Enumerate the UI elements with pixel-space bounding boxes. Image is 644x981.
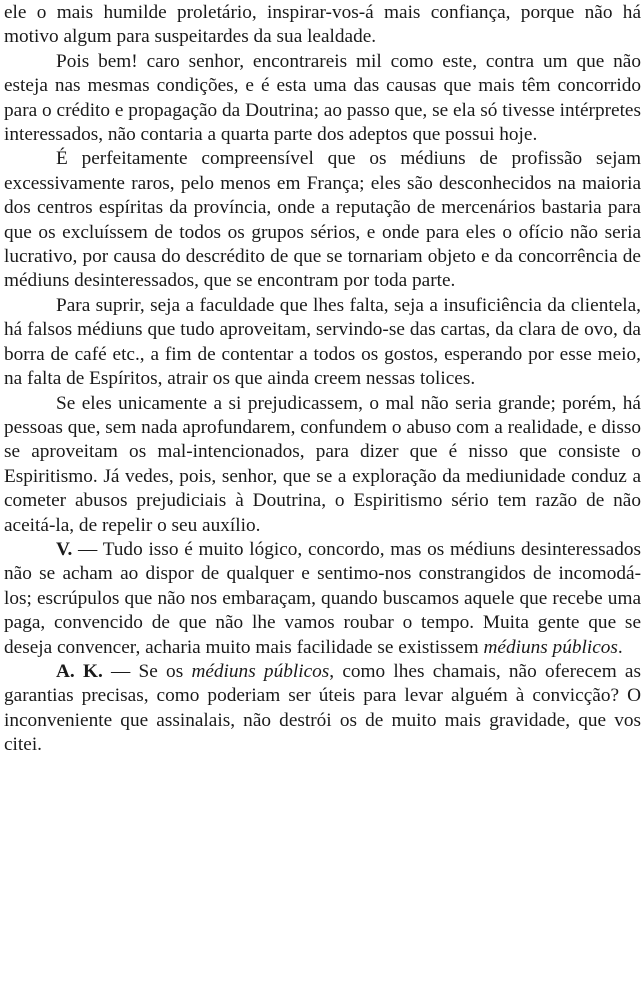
dialogue-text: Se os (138, 660, 192, 682)
dialogue-text-end: . (617, 636, 623, 658)
speaker-label: A. K. (56, 660, 103, 682)
emphasis-text: médiuns públicos (483, 636, 618, 658)
dialogue-dash: — (72, 538, 103, 560)
paragraph-4: Para suprir, seja a faculdade que lhes falta, seja a insuficiência da clientela, há falsos médiuns que tudo aproveitam, servindo-se das cartas, da clara de ovo, da borra de café etc., a fim de contentar a todos os gostos, esperando por esse meio, na falta de Espíritos, atrair os que ainda creem nessas tolices. (4, 294, 641, 390)
dialogue-text-end: , como lhes chamais, não oferecem as garantias precisas, como poderiam ser úteis para levar alguém à convicção? O inconveniente que assinalais, não destrói os de muito mais gravidade, que vos citei. (4, 660, 641, 756)
paragraph-2: Pois bem! caro senhor, encontrareis mil como este, contra um que não esteja nas mesmas condições, e é esta uma das causas que mais têm concorrido para o crédito e propagação da Doutrina; ao passo que, se ela só tivesse intérpretes interessados, não contaria a quarta parte dos adeptos que possui hoje. (4, 50, 641, 146)
emphasis-text: médiuns públicos (191, 660, 330, 682)
paragraph-7-dialogue (4, 660, 641, 758)
paragraph-3: É perfeitamente compreensível que os médiuns de profissão sejam excessivamente raros, pelo menos em França; eles são desconhecidos na maioria dos centros espíritas da província, onde a reputação de mercenários bastaria para que os excluíssem de todos os grupos sérios, e onde para eles o ofício não seria lucrativo, por causa do descrédito de que se tornariam objeto e da concorrência de médiuns desinteressados, que se encontram por toda parte. (4, 148, 641, 292)
speaker-label: V. (56, 538, 73, 560)
dialogue-text: Tudo isso é muito lógico, concordo, mas os médiuns desinteressados não se acham ao dispor de qualquer e sentimo-nos constrangidos de incomodá-los; escrúpulos que não nos embaraçam, quando buscamos aquele que recebe uma paga, convencido de que não lhe vamos roubar o tempo. Muita gente que se deseja convencer, acharia muito mais facilidade se existissem (4, 538, 641, 658)
paragraph-6-dialogue (4, 538, 641, 660)
paragraph-5: Se eles unicamente a si prejudicassem, o mal não seria grande; porém, há pessoas que, sem nada aprofundarem, confundem o abuso com a realidade, e disso se aproveitam os mal-intencionados, para dizer que é nisso que consiste o Espiritismo. Já vedes, pois, senhor, que se a exploração da mediunidade conduz a cometer abusos prejudiciais à Doutrina, o Espiritismo sério tem razão de não aceitá-la, de repelir o seu auxílio. (4, 392, 641, 536)
paragraph-1: ele o mais humilde proletário, inspirar-vos-á mais confiança, porque não há motivo algum para suspeitardes da sua lealdade. (4, 2, 641, 48)
dialogue-dash: — (102, 660, 139, 682)
